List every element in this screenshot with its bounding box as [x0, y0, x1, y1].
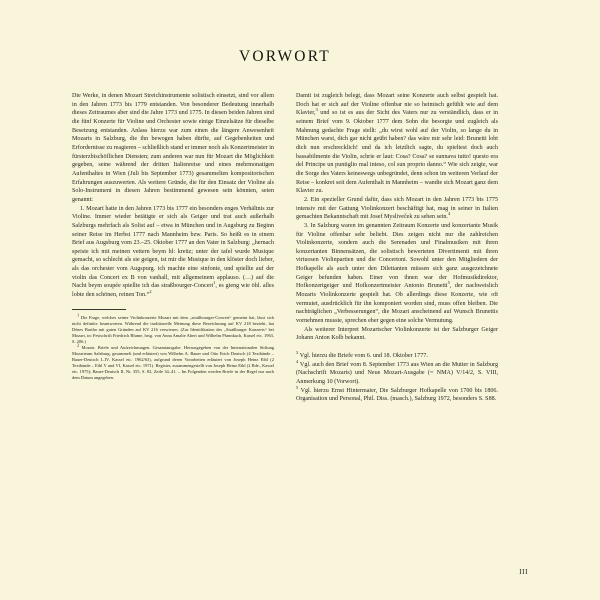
- footnote-number-5: 5: [296, 384, 299, 390]
- paragraph-point-2: [296, 196, 498, 222]
- paragraph-point-1-text-b: , es gieng wie öhl. alles lobte den schönen, reinen Ton.“: [72, 283, 275, 299]
- footnote-number-4: 4: [296, 358, 299, 364]
- paragraph-closing: Als weiterer Interpret Mozartscher Violinkonzerte ist der Salzburger Geiger Johann Anton Kolb bekannt.: [296, 326, 498, 342]
- footnote-number-3: 3: [296, 350, 299, 355]
- footnote-text-1: Die Frage, welches seiner Violinkonzerte Mozart mit dem „straßbourger-Concert“ gemeint hat, lässt sich nicht definitiv beantworten. Während die traditionelle Meinung diese Bezeichnung auf KV 218 bezieht, hat Dénes Bartha mit guten Gründen auf KV 216 verwiesen. (Zur Identifikation des „Straßburger Konzerts“ bei Mozart, in: Festschrift Friedrich Blume, hrsg. von Anna Amalie Abert und Wilhelm Pfannkuch, Kassel etc. 1963, S. 206.): [72, 314, 275, 344]
- footnote-item-2: [72, 342, 275, 381]
- footnote-separator-rule: [72, 309, 126, 310]
- footnote-text-2: Mozart. Briefe und Aufzeichnungen. Gesamtausgabe. Herausgegeben von der Internationalen Stiftung Mozarteum Salzburg, gesammelt (und erläutert) von Wilhelm A. Bauer und Otto Erich Deutsch (4 Textbände – Bauer-Deutsch I–IV, Kassel etc. 1962/63), aufgrund deren Vorarbeiten erläutert von Joseph Heinz Eibl (2 Textbände – Eibl V und VI, Kassel etc. 1971). Register, zusammengestellt von Joseph Heinz Eibl (2 Bde., Kassel etc. 1975); Bauer-Deutsch II, Nr. 355, S. 82, Zeile 34–41. – Im Folgenden werden Briefe in der Regel nur nach dem Datum angegeben.: [72, 344, 275, 380]
- page-content-area: [72, 48, 498, 558]
- paragraph-continuation-text-a: Damit ist zugleich belegt, dass Mozart seine Konzerte auch selbst gespielt hat. Doch hat er sich auf der Violine offenbar nie so heimisch gefühlt wie auf dem Klavier,: [296, 93, 498, 117]
- paragraph-continuation: [296, 92, 498, 196]
- page-title: VORWORT: [239, 48, 331, 65]
- footnote-ref-3[interactable]: 3: [315, 107, 318, 113]
- paragraph-continuation-text-b: und so ist es aus der Sicht des Vaters nur zu verständlich, dass er in seinem Brief vom 9. Oktober 1777 dem Sohn die besorgte und zugleich als Mahnung gedachte Frage stellt: „du wirst wohl auf der Violin, so lange du in München warst, dich gar nicht geübt haben? das wäre mir sehr leid: Brunetti lobt dich nun erschrecklich! und da ich letztlich sagte, du spieltest doch auch bassabilmente die Violin, schrie er laut: Cosa? Cosa? se sunnava tutto! questo era del Principe un puntiglio mal inteso, col sun proprio danno.“ Wie sich zeigte, war die Sorge des Vaters keineswegs unbegründet, denn schon im weiteren Verlauf der Reise – konkret seit dem Aufenthalt in Mannheim – wandte sich Mozart ganz dem Klavier zu.: [296, 110, 498, 195]
- right-column: [296, 92, 498, 404]
- paragraph-point-1: [72, 205, 274, 300]
- footnote-ref-5[interactable]: 5: [447, 280, 450, 286]
- footnote-number-1: 1: [77, 312, 80, 318]
- paragraph-point-3-text-b: , der nachweislich Mozarts Violinkonzerte gespielt hat. Ob allerdings diese Konzerte, wie oft vermutet, ausdrücklich für ihn komponiert worden sind, muss offen bleiben. Die nachträglichen „Verbesserungen“, die Mozart anscheinend auf Wunsch Brunettis vornehmen musste, sprechen eher gegen eine solche Vermutung.: [296, 283, 498, 325]
- footnote-item-4: [296, 358, 498, 387]
- footnote-ref-4[interactable]: 4: [447, 211, 451, 217]
- footnote-text-4: Vgl. auch den Brief vom 8. September 1773 aus Wien an die Mutter in Salzburg (Nachschrift Mozarts) und Neue Mozart-Ausgabe (= NMA) V/14/2, S. VIII, Anmerkung 10 (Vorwort).: [296, 361, 498, 385]
- footnote-text-5: Vgl. hierzu Ernst Hintermaier, Die Salzburger Hofkapelle von 1700 bis 1806. Organisation und Personal, Phil. Diss. (masch.), Salzburg 1972, besonders S. S88.: [296, 387, 498, 403]
- footnote-item-1: [72, 312, 275, 348]
- footnote-ref-2[interactable]: 2: [149, 289, 152, 295]
- paragraph-point-3: [296, 222, 498, 326]
- footnote-item-3: [296, 352, 498, 361]
- two-column-body: [72, 92, 498, 404]
- left-column: [72, 92, 274, 381]
- paragraph-point-1-text-a: 1. Mozart hatte in den Jahren 1773 bis 1777 ein besonders enges Verhältnis zur Violine. Immer wieder betätigte er sich als Geiger und trat auch außerhalb Salzburgs mehrfach als Solist auf – etwa in München und in Augsburg zu Beginn seiner Reise im Herbst 1777 nach Mannheim bzw. Paris. So heißt es in einem Brief aus Augsburg vom 23.–25. Oktober 1777 an den Vater in Salzburg: „hernach speiste ich mit meinen vettern beym hl: kreüz; unter der tafel wurde Musique gemacht, so schlecht als sie geigen, ist mir die Musique in den klöster doch lieber, als das orchester vom Augspurg. ich machte eine sinfonie, und spiellte auf der violin das Concert ex B von vanhall, mit allgemeinem applauso. (…) auf die Nacht beym soupée spiellte ich das straßbourger-Concert: [72, 205, 274, 290]
- paragraph-point-3-text-a: 3. In Salzburg waren im genannten Zeitraum Konzerte und konzertante Musik für Violine offenbar sehr beliebt. Dies zeigen nicht nur die zahlreichen Violinkonzerte, sondern auch die Serenaden und Finalmusiken mit ihren konzertanten Binnensätzen, die solistisch bewerteten Divertimenti mit ihren virtuosen Violinpartien und die Concertoni. Sowohl unter den Mitgliedern der Hofkapelle als auch unter den Dilettanten müssen sich ganz ausgezeichnete Geiger befunden haben. Einer von ihnen war der Hofmusikdirektor, Hofkonzertgeiger und Hofkonzertmeister Antonio Brunetti: [296, 222, 498, 290]
- footnote-number-2: 2: [77, 342, 80, 348]
- right-footnotes: [296, 352, 498, 404]
- footnote-ref-1[interactable]: 1: [213, 280, 216, 286]
- paragraph-point-2-text-a: 2. Ein spezieller Grund dafür, dass sich Mozart in den Jahren 1773 bis 1775 intensiv mit der Gattung Violinkonzert beschäftigt hat, mag in seiner in Italien gemachten Bekanntschaft mit Josef Mysliveček zu sehen sein.: [296, 196, 498, 221]
- footnote-item-5: [296, 384, 498, 404]
- paragraph-intro: Die Werke, in denen Mozart Streichinstrumente solistisch einsetzt, sind vor allem in den Jahren 1773 bis 1779 entstanden. Von besonderer Bedeutung innerhalb dieses Zeitraumes aber sind die Jahre 1773 und 1775. In diesen beiden Jahren sind die fünf Konzerte für Violine und Orchester sowie einige Einzelsätze für dieselbe Besetzung entstanden. Anlass hierzu war zum einen die längere Anwesenheit Mozarts in Salzburg, die ihn bewogen haben dürfte, auf Gegebenheiten und Erfordernisse zu reagieren – schließlich stand er immer noch als Konzertmeister in fürsterzbischöflichen Diensten; zum anderen war nun für Mozart die Möglichkeit gegeben, seine während der dritten Italienreise und eines mehrmonatigen Aufenthaltes in Wien (Juli bis September 1773) gesammelten kompositorischen Erfahrungen auszuwerten. Als weitere Gründe, die für den Einsatz der Violine als Solo-Instrument in diesen Jahren bestimmend gewesen sein könnten, seien genannt:: [72, 93, 274, 203]
- page-number: III: [519, 568, 528, 576]
- footnote-text-3: Vgl. hierzu die Briefe vom 6. und 18. Oktober 1777.: [299, 353, 428, 360]
- left-footnotes: [72, 309, 274, 381]
